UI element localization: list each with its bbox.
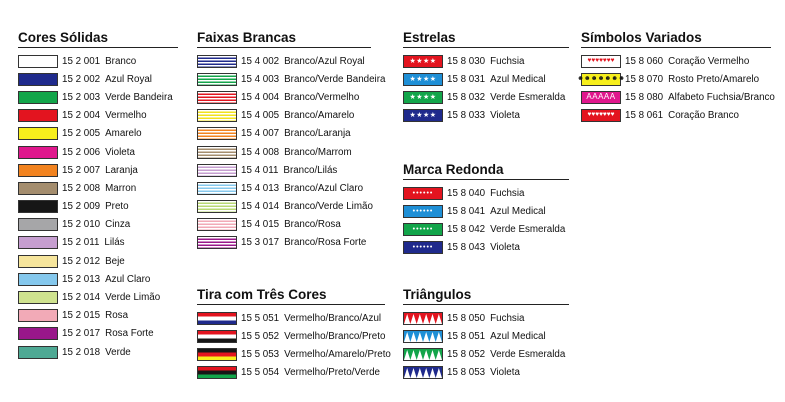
item-code: 15 2 014 <box>62 292 101 304</box>
list-item <box>18 343 178 361</box>
item-name: Branco/Verde Bandeira <box>284 73 386 85</box>
list-item <box>197 179 371 197</box>
dot-icon: •••••• <box>403 241 443 254</box>
item-code: 15 4 015 <box>241 219 280 231</box>
item-name: Branco/Lilás <box>283 164 338 176</box>
stripe-swatch <box>197 164 237 177</box>
item-name: Lilás <box>104 237 125 249</box>
dot-icon: •••••• <box>403 187 443 200</box>
list-item <box>197 52 371 70</box>
item-code: 15 2 005 <box>62 128 101 140</box>
item-code: 15 8 041 <box>447 205 486 217</box>
item-name: Laranja <box>105 164 138 176</box>
item-code: 15 4 003 <box>241 73 280 85</box>
item-name: Vermelho/Branco/Preto <box>284 330 386 342</box>
item-name: Azul Claro <box>105 273 151 285</box>
item-name: Branco/Rosa Forte <box>284 237 367 249</box>
item-code: 15 8 030 <box>447 55 486 67</box>
item-name: Branco/Amarelo <box>284 110 355 122</box>
item-name: Branco/Vermelho <box>284 91 360 103</box>
list-item <box>18 216 178 234</box>
item-code: 15 4 011 <box>241 164 279 176</box>
item-name: Preto <box>105 201 129 213</box>
item-code: 15 8 053 <box>447 367 486 379</box>
item-code: 15 5 052 <box>241 330 280 342</box>
heart-icon <box>581 109 621 122</box>
list-item <box>403 309 569 327</box>
item-name: Rosa Forte <box>105 328 154 340</box>
item-name: Coração Vermelho <box>668 55 750 67</box>
section-title-three-colors: Tira com Três Cores <box>197 287 385 305</box>
item-name: Verde <box>105 346 131 358</box>
stripe-swatch <box>197 218 237 231</box>
list-item <box>403 202 569 220</box>
tricolor-swatch <box>197 330 237 343</box>
stripe-swatch <box>197 73 237 86</box>
item-code: 15 2 011 <box>62 237 100 249</box>
item-name: Coração Branco <box>668 110 739 122</box>
item-name: Verde Bandeira <box>105 91 173 103</box>
section-title-triangles: Triângulos <box>403 287 569 305</box>
color-swatch <box>18 182 58 195</box>
list-item <box>403 239 569 257</box>
list-item <box>403 52 569 70</box>
item-code: 15 8 061 <box>625 110 664 122</box>
symbol-glyphs: ☻☻☻☻☻☻☻ <box>577 75 625 83</box>
triangle-icon <box>403 330 443 343</box>
round-mark-list <box>403 184 569 257</box>
list-item <box>403 327 569 345</box>
list-item <box>197 216 371 234</box>
face-icon <box>577 73 625 86</box>
color-swatch <box>18 273 58 286</box>
item-code: 15 2 012 <box>62 255 101 267</box>
list-item <box>18 125 178 143</box>
section-title-stars: Estrelas <box>403 30 569 48</box>
stars-list <box>403 52 569 125</box>
stripe-swatch <box>197 127 237 140</box>
item-code: 15 2 009 <box>62 201 101 213</box>
list-item <box>197 327 385 345</box>
item-code: 15 8 052 <box>447 348 486 360</box>
item-code: 15 5 053 <box>241 348 280 360</box>
item-code: 15 8 070 <box>625 73 664 85</box>
item-name: Fuchsia <box>490 55 525 67</box>
star-icon: ★★★★ <box>403 91 443 104</box>
color-swatch <box>18 218 58 231</box>
item-code: 15 2 017 <box>62 328 101 340</box>
item-name: Cinza <box>105 219 131 231</box>
section-title-round-mark: Marca Redonda <box>403 162 569 180</box>
list-item <box>581 107 771 125</box>
list-item <box>197 125 371 143</box>
item-code: 15 8 042 <box>447 223 486 235</box>
color-swatch <box>18 200 58 213</box>
color-swatch <box>18 55 58 68</box>
triangles-list <box>403 309 569 382</box>
item-name: Vermelho <box>105 110 147 122</box>
item-code: 15 5 054 <box>241 367 280 379</box>
item-code: 15 2 006 <box>62 146 101 158</box>
item-name: Vermelho/Preto/Verde <box>284 367 380 379</box>
item-code: 15 8 060 <box>625 55 664 67</box>
item-name: Azul Medical <box>490 330 546 342</box>
item-code: 15 8 033 <box>447 110 486 122</box>
item-code: 15 4 005 <box>241 110 280 122</box>
item-name: Verde Esmeralda <box>490 348 566 360</box>
list-item <box>18 252 178 270</box>
item-code: 15 3 017 <box>241 237 280 249</box>
item-code: 15 8 031 <box>447 73 486 85</box>
list-item <box>403 184 569 202</box>
list-item <box>18 161 178 179</box>
color-swatch <box>18 91 58 104</box>
item-code: 15 8 080 <box>625 91 664 103</box>
item-name: Branco <box>105 55 137 67</box>
section-triangles <box>403 287 569 382</box>
item-code: 15 2 007 <box>62 164 101 176</box>
list-item <box>18 234 178 252</box>
color-swatch <box>18 73 58 86</box>
list-item <box>197 70 386 88</box>
dot-icon: •••••• <box>403 205 443 218</box>
item-name: Branco/Laranja <box>284 128 351 140</box>
item-code: 15 8 051 <box>447 330 486 342</box>
item-name: Rosto Preto/Amarelo <box>668 73 760 85</box>
item-name: Beje <box>105 255 125 267</box>
list-item <box>403 345 569 363</box>
item-code: 15 4 002 <box>241 55 280 67</box>
list-item <box>18 325 178 343</box>
item-name: Vermelho/Amarelo/Preto <box>284 348 391 360</box>
item-code: 15 2 004 <box>62 110 101 122</box>
color-swatch <box>18 109 58 122</box>
item-code: 15 2 003 <box>62 91 101 103</box>
item-name: Amarelo <box>105 128 142 140</box>
item-name: Branco/Verde Limão <box>284 201 373 213</box>
item-code: 15 4 008 <box>241 146 280 158</box>
list-item <box>197 309 385 327</box>
section-white-stripes <box>197 30 386 252</box>
list-item <box>403 364 569 382</box>
section-title-solid-colors: Cores Sólidas <box>18 30 178 48</box>
item-code: 15 2 010 <box>62 219 101 231</box>
section-solid-colors <box>18 30 178 361</box>
item-name: Azul Royal <box>105 73 152 85</box>
list-item <box>197 345 391 363</box>
symbol-glyphs: ♥♥♥♥♥♥♥ <box>587 111 615 119</box>
list-item <box>403 70 569 88</box>
item-code: 15 2 018 <box>62 346 101 358</box>
star-icon: ★★★★ <box>403 73 443 86</box>
letter-icon <box>581 91 621 104</box>
item-name: Branco/Rosa <box>284 219 341 231</box>
list-item <box>18 307 178 325</box>
triangle-icon <box>403 366 443 379</box>
item-name: Vermelho/Branco/Azul <box>284 312 382 324</box>
item-code: 15 4 014 <box>241 201 280 213</box>
section-stars <box>403 30 569 125</box>
section-three-colors <box>197 287 391 382</box>
symbols-list <box>577 52 775 125</box>
list-item <box>197 88 371 106</box>
item-name: Branco/Azul Claro <box>284 182 364 194</box>
section-title-symbols: Símbolos Variados <box>581 30 771 48</box>
color-swatch <box>18 146 58 159</box>
stripe-swatch <box>197 182 237 195</box>
triangle-icon <box>403 312 443 325</box>
item-name: Fuchsia <box>490 187 525 199</box>
item-name: Branco/Azul Royal <box>284 55 365 67</box>
color-swatch <box>18 127 58 140</box>
stripe-swatch <box>197 55 237 68</box>
stripe-swatch <box>197 200 237 213</box>
tricolor-swatch <box>197 348 237 361</box>
color-swatch <box>18 236 58 249</box>
color-swatch <box>18 309 58 322</box>
list-item <box>577 70 771 88</box>
list-item <box>197 364 385 382</box>
item-code: 15 4 004 <box>241 91 280 103</box>
item-name: Branco/Marrom <box>284 146 352 158</box>
stripe-swatch <box>197 109 237 122</box>
section-round-mark <box>403 162 569 257</box>
list-item <box>197 198 371 216</box>
solid-colors-list <box>18 52 178 361</box>
item-name: Azul Medical <box>490 73 546 85</box>
list-item <box>18 288 178 306</box>
item-code: 15 8 032 <box>447 91 486 103</box>
item-name: Verde Esmeralda <box>490 223 566 235</box>
list-item <box>18 179 178 197</box>
section-symbols <box>577 30 775 125</box>
item-code: 15 2 002 <box>62 73 101 85</box>
item-name: Violeta <box>105 146 135 158</box>
symbol-glyphs: AAAAA <box>586 92 616 102</box>
stripe-swatch <box>197 236 237 249</box>
list-item <box>18 52 178 70</box>
item-code: 15 2 015 <box>62 310 101 322</box>
three-colors-list <box>197 309 391 382</box>
list-item <box>403 107 569 125</box>
item-name: Marron <box>105 182 137 194</box>
item-code: 15 2 001 <box>62 55 101 67</box>
list-item <box>197 234 371 252</box>
tricolor-swatch <box>197 312 237 325</box>
list-item <box>403 220 569 238</box>
symbol-glyphs: ♥♥♥♥♥♥♥ <box>587 56 615 64</box>
item-name: Azul Medical <box>490 205 546 217</box>
color-swatch <box>18 291 58 304</box>
dot-icon: •••••• <box>403 223 443 236</box>
list-item <box>197 107 371 125</box>
stripe-swatch <box>197 146 237 159</box>
color-swatch <box>18 327 58 340</box>
item-name: Verde Limão <box>105 292 161 304</box>
list-item <box>581 52 771 70</box>
section-title-white-stripes: Faixas Brancas <box>197 30 371 48</box>
list-item <box>197 143 371 161</box>
item-code: 15 2 013 <box>62 273 101 285</box>
tricolor-swatch <box>197 366 237 379</box>
list-item <box>18 143 178 161</box>
stripe-swatch <box>197 91 237 104</box>
list-item <box>18 107 178 125</box>
item-name: Violeta <box>490 367 520 379</box>
item-name: Violeta <box>490 242 520 254</box>
list-item <box>403 88 569 106</box>
item-code: 15 4 007 <box>241 128 280 140</box>
item-code: 15 8 050 <box>447 312 486 324</box>
list-item <box>18 70 178 88</box>
item-name: Verde Esmeralda <box>490 91 566 103</box>
color-swatch <box>18 346 58 359</box>
white-stripes-list <box>197 52 386 252</box>
heart-icon <box>581 55 621 68</box>
list-item <box>18 88 178 106</box>
item-code: 15 2 008 <box>62 182 101 194</box>
item-name: Violeta <box>490 110 520 122</box>
item-code: 15 4 013 <box>241 182 280 194</box>
color-swatch <box>18 164 58 177</box>
color-swatch <box>18 255 58 268</box>
list-item <box>581 88 775 106</box>
star-icon: ★★★★ <box>403 109 443 122</box>
item-code: 15 8 043 <box>447 242 486 254</box>
item-name: Alfabeto Fuchsia/Branco <box>668 91 775 103</box>
item-code: 15 5 051 <box>241 312 280 324</box>
item-name: Rosa <box>105 310 129 322</box>
triangle-icon <box>403 348 443 361</box>
list-item <box>18 270 178 288</box>
item-name: Fuchsia <box>490 312 525 324</box>
list-item <box>197 161 371 179</box>
item-code: 15 8 040 <box>447 187 486 199</box>
list-item <box>18 198 178 216</box>
star-icon: ★★★★ <box>403 55 443 68</box>
